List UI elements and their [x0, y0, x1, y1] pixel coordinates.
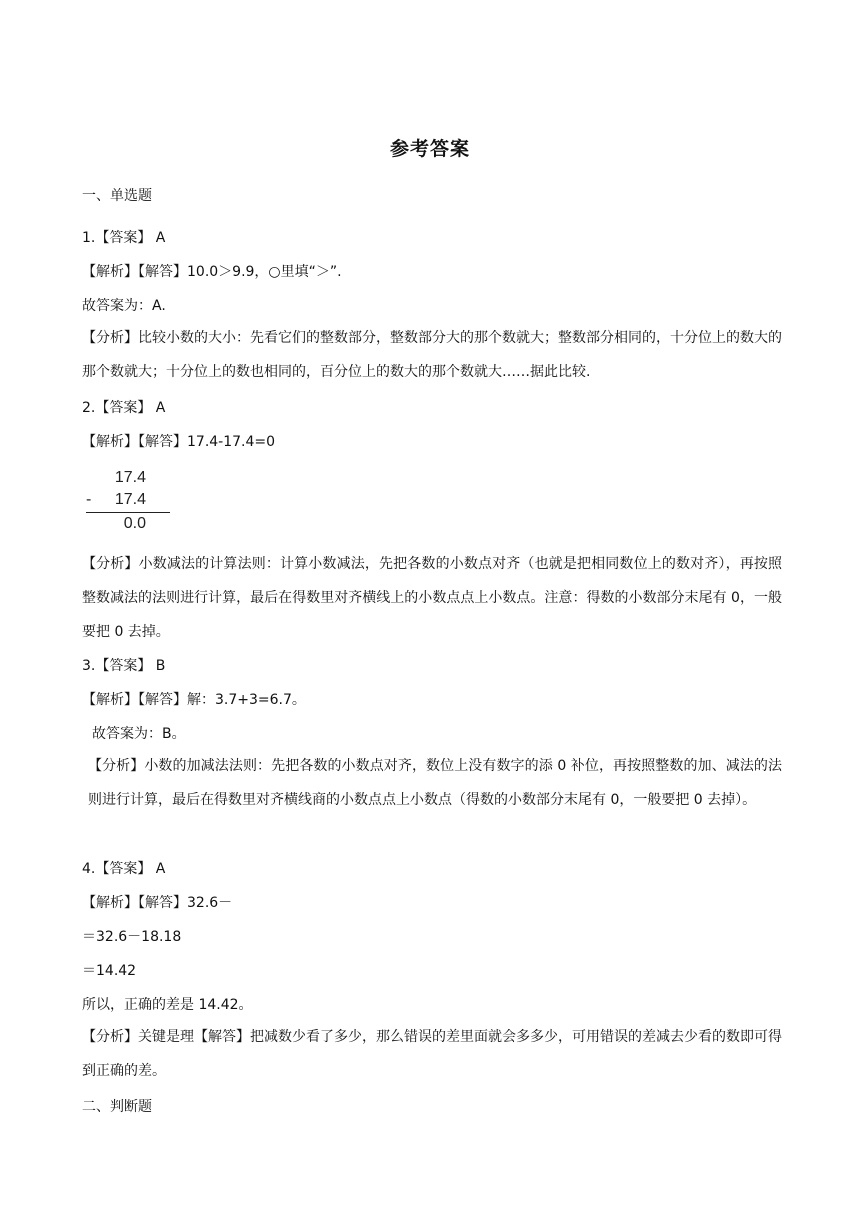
- q1-answer: 1.【答案】 A: [82, 230, 166, 246]
- q4-fenxi: 【分析】关键是理【解答】把减数少看了多少，那么错误的差里面就会多多少，可用错误的差减去少看的数即可得到正确的差。: [82, 1029, 782, 1079]
- section-heading-single-choice: 一、单选题: [82, 188, 152, 204]
- calc-minuend: 17.4: [114, 469, 146, 486]
- q2-answer: 2.【答案】 A: [82, 400, 166, 416]
- q3-analysis: 【解析】【解答】解：3.7+3=6.7。: [82, 692, 306, 708]
- calc-rule-line: [86, 512, 170, 513]
- q3-fenxi: 【分析】小数的加减法法则：先把各数的小数点对齐，数位上没有数字的添 0 补位，再按照整数的加、减法的法则进行计算，最后在得数里对齐横线商的小数点点上小数点（得数的小数部分末尾有 0，一般要把 0 去掉）。: [88, 758, 782, 808]
- q4-conclusion: 所以，正确的差是 14.42。: [82, 997, 253, 1013]
- vertical-subtraction: [86, 466, 176, 536]
- q4-step1: ＝32.6－18.18: [82, 929, 182, 945]
- q1-analysis: 【解析】【解答】10.0＞9.9，○里填“＞”.: [82, 264, 342, 280]
- q1-fenxi: 【分析】比较小数的大小：先看它们的整数部分，整数部分大的那个数就大；整数部分相同的，十分位上的数大的那个数就大；十分位上的数也相同的，百分位上的数大的那个数就大……据此比较.: [82, 330, 782, 380]
- q4-step2: ＝14.42: [82, 963, 137, 979]
- q3-conclusion: 故答案为：B。: [92, 726, 186, 742]
- q4-analysis: 【解析】【解答】32.6－: [82, 895, 233, 911]
- q3-answer: 3.【答案】 B: [82, 658, 166, 674]
- q1-conclusion: 故答案为：A.: [82, 298, 166, 314]
- section-heading-true-false: 二、判断题: [82, 1099, 152, 1115]
- calc-subtrahend: 17.4: [114, 491, 146, 508]
- q2-analysis: 【解析】【解答】17.4-17.4=0: [82, 434, 276, 450]
- q2-fenxi: 【分析】小数减法的计算法则：计算小数减法，先把各数的小数点对齐（也就是把相同数位上的数对齐），再按照整数减法的法则进行计算，最后在得数里对齐横线上的小数点点上小数点。注意：得数的小数部分末尾有 0，一般要把 0 去掉。: [82, 556, 782, 640]
- page-title: 参考答案: [389, 138, 470, 160]
- q4-answer: 4.【答案】 A: [82, 861, 166, 877]
- calc-result: 0.0: [123, 515, 146, 532]
- calc-minus-sign: -: [86, 491, 92, 508]
